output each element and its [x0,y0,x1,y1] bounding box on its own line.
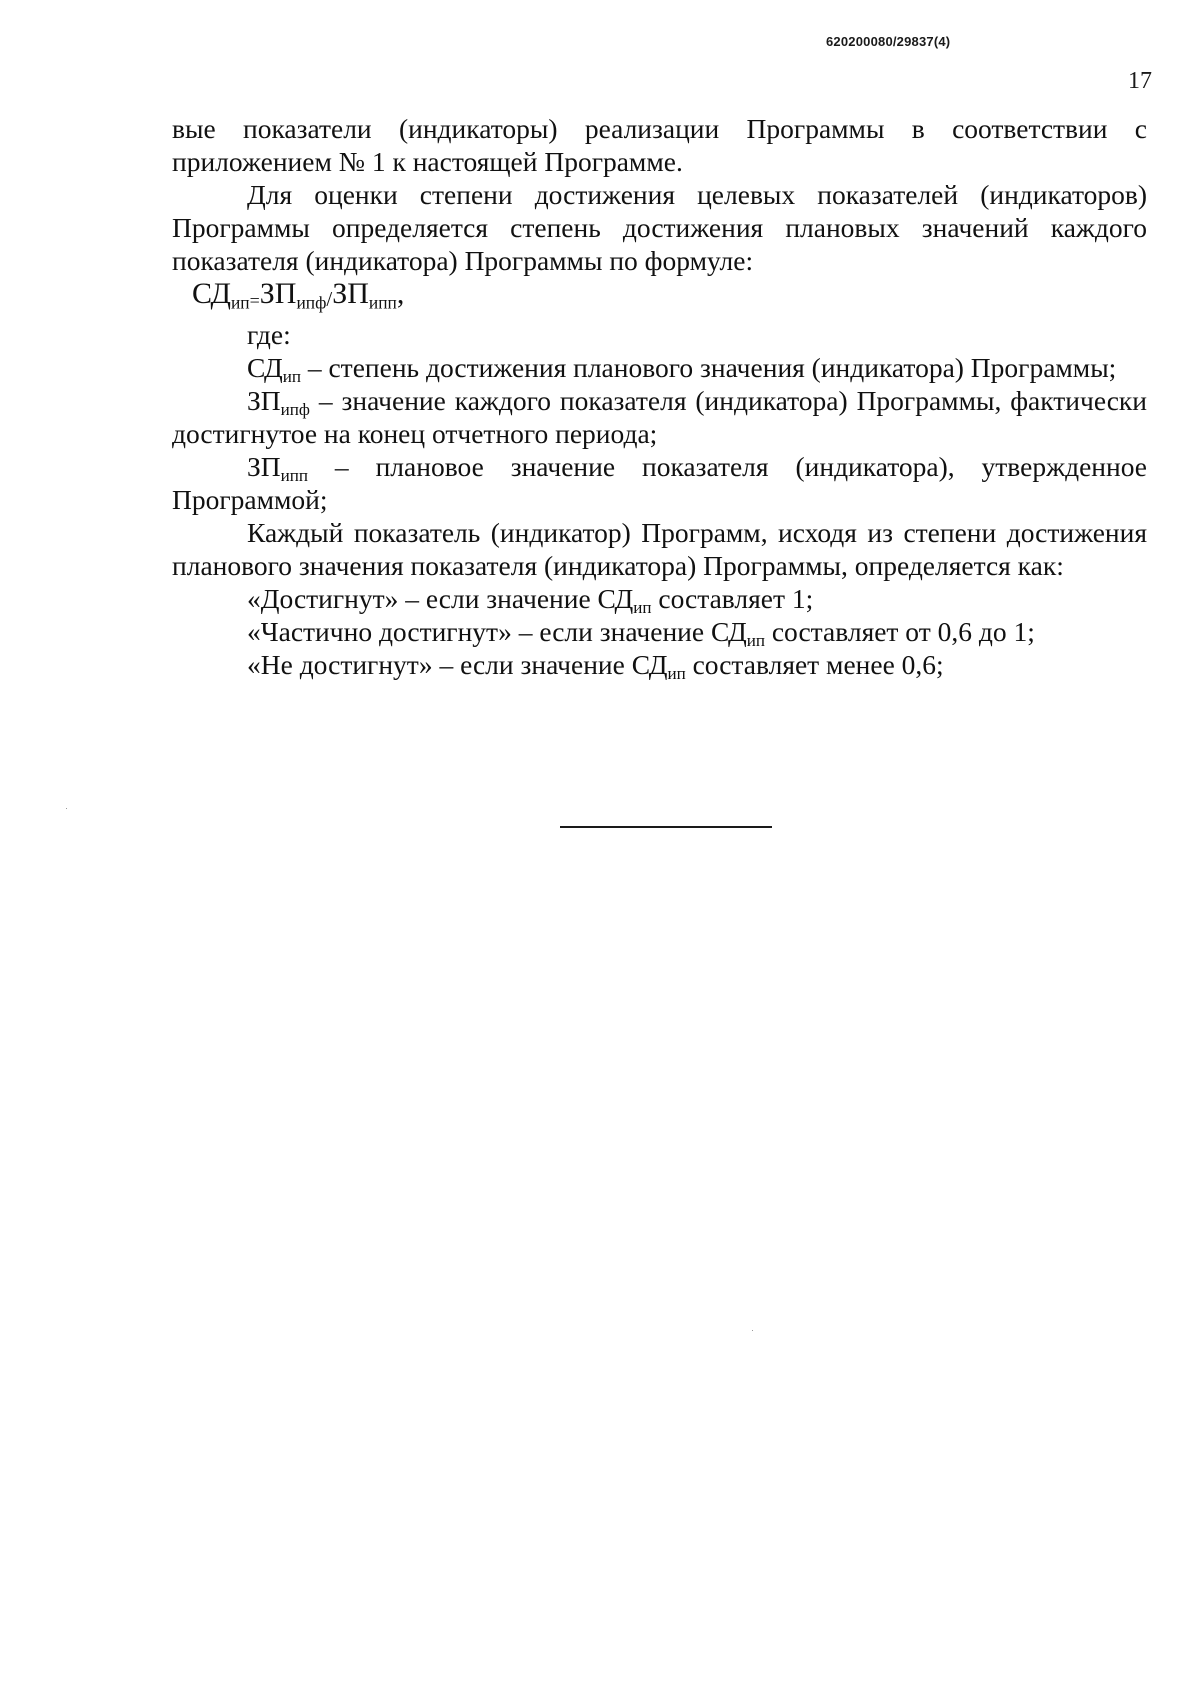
status-achieved-symbol: СД [597,582,634,614]
status-partial-prefix: «Частично достигнут» – если значение [247,615,711,647]
formula-slash: / [326,287,333,312]
formula-zp-plan: ЗП [332,277,369,310]
definition-zp-fact-text: – значение каждого показателя (индикатора) Программы, фактически достигнутое на конец отчетного периода; [172,384,1147,449]
paragraph-continuation: вые показатели (индикаторы) реализации Программы в соответствии с приложением № 1 к настоящей Программе. [172,113,1147,177]
status-achieved-subscript: ип [633,597,652,617]
formula-comma: , [396,277,405,310]
formula-zp-plan-subscript: ипп [368,292,397,313]
status-achieved-suffix: составляет 1; [651,582,814,614]
status-not-achieved-suffix: составляет менее 0,6; [685,648,944,680]
status-not-achieved [172,648,1147,681]
scan-speck [66,808,67,809]
status-not-achieved-subscript: ип [667,663,686,683]
definition-zp-fact [172,384,1147,450]
formula-zp-fact: ЗП [259,277,297,310]
document-body [172,112,1147,681]
status-achieved [172,582,1147,615]
end-separator-line [560,826,772,828]
paragraph-method: Для оценки степени достижения целевых показателей (индикаторов) Программы определяется степень достижения плановых значений каждого показателя (индикатора) Программы по формуле: [172,179,1147,276]
document-id: 620200080/29837(4) [826,34,951,49]
definition-sd-symbol: СД [247,351,283,383]
status-not-achieved-prefix: «Не достигнут» – если значение [247,648,632,680]
definition-zp-plan-symbol: ЗП [247,450,281,482]
status-partial-subscript: ип [746,630,765,650]
scan-speck [752,1330,753,1331]
formula-zp-fact-subscript: ипф [296,292,327,313]
definition-sd-text: – степень достижения планового значения (индикатора) Программы; [300,351,1117,383]
definition-sd [172,351,1147,384]
definition-sd-subscript: ип [282,366,301,386]
page-number: 17 [1128,68,1152,94]
definition-zp-fact-symbol: ЗП [247,384,281,416]
formula [172,277,1147,318]
status-partial [172,615,1147,648]
definition-zp-fact-subscript: ипф [280,399,310,419]
formula-sd: СД [192,277,231,310]
definition-zp-plan [172,450,1147,516]
formula-sd-subscript: ип [230,292,250,313]
status-not-achieved-symbol: СД [631,648,668,680]
status-partial-suffix: составляет от 0,6 до 1; [764,615,1035,647]
status-achieved-prefix: «Достигнут» – если значение [247,582,598,614]
status-partial-symbol: СД [710,615,747,647]
where-label: где: [247,318,291,350]
definition-zp-plan-text: – плановое значение показателя (индикатора), утвержденное Программой; [172,450,1147,515]
definition-zp-plan-subscript: ипп [280,465,308,485]
formula-equals: = [249,290,260,311]
paragraph-classification: Каждый показатель (индикатор) Программ, исходя из степени достижения планового значения показателя (индикатора) Программы, определяется как: [172,516,1147,581]
